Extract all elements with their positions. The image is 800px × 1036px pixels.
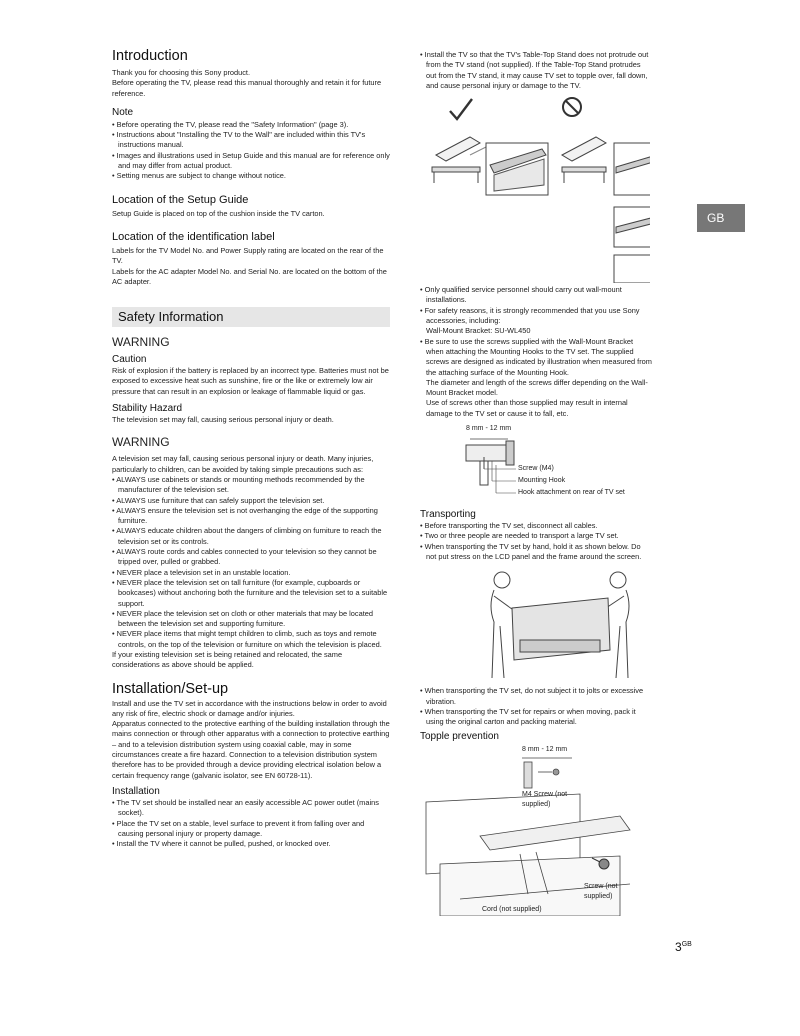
stability-text: The television set may fall, causing serious personal injury or death. [112, 415, 334, 425]
screw-label: Screw (M4) [518, 465, 554, 473]
wall-list [420, 285, 652, 419]
transport-item: • Two or three people are needed to transport a large TV set. [420, 531, 652, 541]
topple-screw-label: M4 Screw (not supplied) [522, 791, 568, 809]
installation-item: • The TV set should be installed near an easily accessible AC power outlet (mains socket). [112, 798, 390, 819]
hook-label: Mounting Hook [518, 477, 566, 485]
installation-heading: Installation/Set-up [112, 680, 229, 697]
warning2-item: • NEVER place items that might tempt children to climb, such as toys and remote controls, on the top of the television or furniture on which the television is placed. [112, 629, 390, 650]
id-label-heading: Location of the identification label [112, 230, 275, 243]
stability-heading: Stability Hazard [112, 403, 183, 415]
language-tab: GB [697, 204, 745, 232]
topple-cord-label: Cord (not supplied) [482, 906, 542, 914]
page-number [675, 940, 692, 954]
transport-item: • Before transporting the TV set, disconnect all cables. [420, 521, 652, 531]
warning-heading: WARNING [112, 335, 170, 350]
safety-information-heading: Safety Information [112, 307, 390, 327]
setup-guide-text: Setup Guide is placed on top of the cushion inside the TV carton. [112, 208, 325, 218]
tabletop-list [420, 50, 652, 91]
note-item: • Before operating the TV, please read the "Safety Information" (page 3). [112, 120, 390, 130]
installation-subheading: Installation [112, 785, 160, 797]
warning2-item: • ALWAYS ensure the television set is not overhanging the edge of the supporting furniture. [112, 506, 390, 527]
transport-list-2 [420, 686, 652, 727]
installation-item: • Install the TV where it cannot be pulled, pushed, or knocked over. [112, 839, 390, 849]
wall-item: • Only qualified service personnel should carry out wall-mount installations. [420, 285, 652, 306]
transporting-heading: Transporting [420, 509, 476, 521]
transport-item: • When transporting the TV set, do not subject it to jolts or excessive vibration. [420, 686, 652, 707]
warning2-item: • ALWAYS use furniture that can safely support the television set. [112, 496, 390, 506]
installation-p2: Apparatus connected to the protective earthing of the building installation through the mains connection or through other apparatus with a connection to protective earthing – and to a television distribution system using coaxial cable, may in some circumstances create a fire hazard. Connection to a television distribution system therefore has to be provided through a device providing electrical isolation below a certain frequency range (galvanic isolator, see EN 60728-11). [112, 719, 390, 780]
note-heading: Note [112, 106, 134, 118]
topple-screw2-label: Screw (not supplied) [584, 883, 618, 901]
screw-dim-label: 8 mm - 12 mm [466, 425, 512, 433]
id-label-p2: Labels for the AC adapter Model No. and Serial No. are located on the bottom of the AC adapter. [112, 266, 387, 286]
right-column [420, 50, 652, 916]
transport-illustration [420, 566, 650, 684]
note-item: • Setting menus are subject to change without notice. [112, 171, 390, 181]
warning2-item: • ALWAYS use cabinets or stands or mounting methods recommended by the manufacturer of the television set. [112, 475, 390, 496]
transport-list [420, 521, 652, 562]
left-column [112, 48, 390, 849]
transport-item: • When transporting the TV set for repairs or when moving, pack it using the original carton and packing material. [420, 707, 652, 728]
note-list [112, 120, 390, 182]
warning2-list [112, 475, 390, 650]
installation-item: • Place the TV set on a stable, level surface to prevent it from falling over and causing personal injury or property damage. [112, 819, 390, 840]
topple-diagram [420, 744, 650, 916]
tabletop-item: • Install the TV so that the TV's Table-Top Stand does not protrude out from the TV stand (not supplied). If the Table-Top Stand protrudes out from the TV stand, it may cause TV set to topple over, fall down, and cause personal injury or damage to the TV. [420, 50, 652, 91]
topple-prevention-heading: Topple prevention [420, 731, 499, 743]
note-item: • Images and illustrations used in Setup Guide and this manual are for reference only and may differ from actual product. [112, 151, 390, 172]
caution-text: Risk of explosion if the battery is replaced by an incorrect type. Batteries must not be exposed to excessive heat such as sunshine, fire or the like or extremely low air pressure that can result in an explosion or leakage of flammable liquid or gas. [112, 366, 389, 396]
warning2-item: • NEVER place the television set on tall furniture (for example, cupboards or bookcases) without anchoring both the furniture and the television set to a suitable support. [112, 578, 390, 609]
page-number-suffix: GB [681, 941, 692, 948]
warning2-heading: WARNING [112, 435, 170, 450]
warning2-intro: A television set may fall, causing serious personal injury or death. Many injuries, particularly to children, can be avoided by taking simple precautions such as: [112, 454, 374, 474]
wall-item: • Be sure to use the screws supplied with the Wall-Mount Bracket when attaching the Mounting Hooks to the TV set. The supplied screws are designed as indicated by illustration when measured from the attaching surface of the Mounting Hook. The diameter and length of the screws differ depending on the Wall-Mount Bracket model. Use of screws other than those supplied may result in internal damage to the TV set or cause it to fall, etc. [420, 337, 652, 419]
topple-dim-label: 8 mm - 12 mm [522, 746, 568, 754]
hook-attachment-label: Hook attachment on rear of TV set [518, 489, 625, 497]
screw-diagram [420, 425, 652, 505]
page-number-value: 3 [675, 940, 682, 954]
setup-guide-heading: Location of the Setup Guide [112, 193, 249, 206]
warning2-item: • ALWAYS route cords and cables connected to your television so they cannot be tripped over, pulled or grabbed. [112, 547, 390, 568]
introduction-heading: Introduction [112, 48, 188, 64]
note-item: • Instructions about "Installing the TV to the Wall" are included within this TV's instructions manual. [112, 130, 390, 151]
warning2-item: • NEVER place a television set in an unstable location. [112, 568, 390, 578]
intro-p1: Thank you for choosing this Sony product. [112, 68, 251, 77]
warning2-outro: If your existing television set is being retained and relocated, the same considerations as above should be applied. [112, 649, 343, 670]
installation-list [112, 798, 390, 849]
tabletop-stand-illustration [420, 95, 650, 283]
transport-item: • When transporting the TV set by hand, hold it as shown below. Do not put stress on the LCD panel and the frame around the screen. [420, 542, 652, 563]
caution-heading: Caution [112, 354, 147, 366]
warning2-item: • NEVER place the television set on cloth or other materials that may be located between the television set and supporting furniture. [112, 609, 390, 630]
check-icon [450, 99, 472, 119]
warning2-item: • ALWAYS educate children about the dangers of climbing on furniture to reach the television set or its controls. [112, 526, 390, 547]
installation-p1: Install and use the TV set in accordance with the instructions below in order to avoid any risk of fire, electric shock or damage and/or injuries. [112, 698, 387, 718]
intro-p2: Before operating the TV, please read this manual thoroughly and retain it for future reference. [112, 78, 382, 98]
wall-item: • For safety reasons, it is strongly recommended that you use Sony accessories, including: Wall-Mount Bracket: SU-WL450 [420, 306, 652, 337]
id-label-p1: Labels for the TV Model No. and Power Supply rating are located on the rear of the TV. [112, 245, 384, 266]
